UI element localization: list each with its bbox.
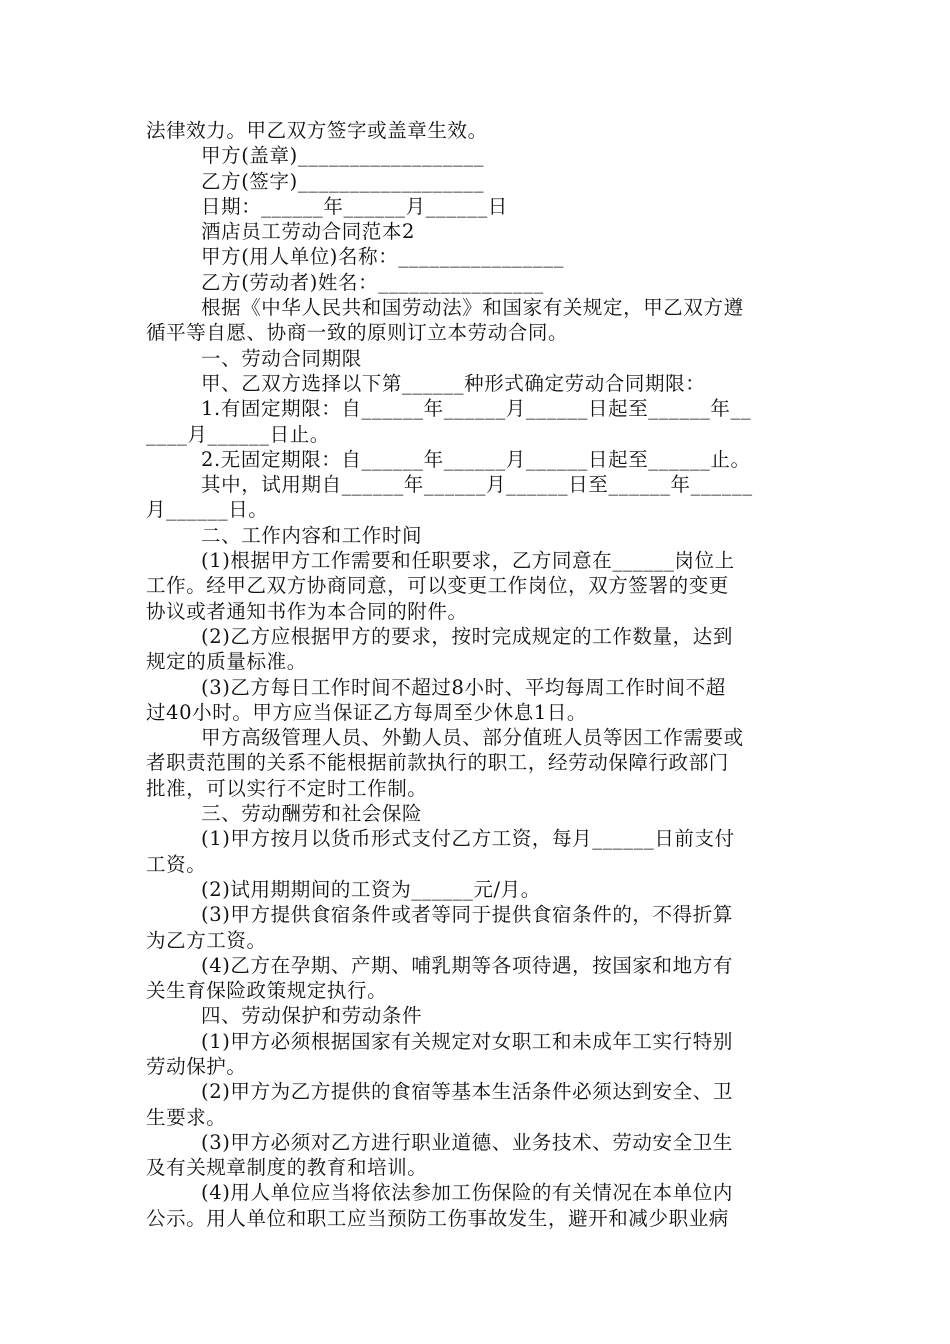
text-line: (3)甲方必须对乙方进行职业道德、业务技术、劳动安全卫生 <box>201 1130 733 1154</box>
text-line: 日期：______年______月______日 <box>201 194 508 218</box>
text-line: 1.有固定期限：自______年______月______日起至______年__ <box>201 397 752 421</box>
text-line: ____月______日止。 <box>146 422 330 446</box>
text-line: 其中，试用期自______年______月______日至______年______ <box>201 473 753 497</box>
text-line: (2)乙方应根据甲方的要求，按时完成规定的工作数量，达到 <box>201 624 733 648</box>
text-line: 2.无固定期限：自______年______月______日起至______止。 <box>201 447 751 471</box>
text-line: 者职责范围的关系不能根据前款执行的职工，经劳动保障行政部门 <box>146 751 729 775</box>
text-line: 规定的质量标准。 <box>146 650 307 674</box>
text-line: 月______日。 <box>146 498 269 522</box>
text-line: 乙方(签字)__________________ <box>201 169 485 193</box>
text-line: 劳动保护。 <box>146 1054 247 1078</box>
text-line: 甲方高级管理人员、外勤人员、部分值班人员等因工作需要或 <box>201 726 744 750</box>
text-line: 协议或者通知书作为本合同的附件。 <box>146 599 468 623</box>
text-line: 生要求。 <box>146 1105 227 1129</box>
text-line: (2)试用期期间的工资为______元/月。 <box>201 877 541 901</box>
text-line: 根据《中华人民共和国劳动法》和国家有关规定，甲乙双方遵 <box>201 296 744 320</box>
text-line: 甲方(盖章)__________________ <box>201 144 485 168</box>
text-line: 工资。 <box>146 852 207 876</box>
text-line: (1)甲方按月以货币形式支付乙方工资，每月______日前支付 <box>201 827 735 851</box>
text-line: 工作。经甲乙双方协商同意，可以变更工作岗位，双方签署的变更 <box>146 574 729 598</box>
text-line: 甲方(用人单位)名称：________________ <box>201 245 564 269</box>
text-line: 三、劳动酬劳和社会保险 <box>201 802 423 826</box>
text-line: 为乙方工资。 <box>146 928 267 952</box>
text-line: 一、劳动合同期限 <box>201 346 362 370</box>
text-line: 批准，可以实行不定时工作制。 <box>146 776 428 800</box>
text-line: (1)甲方必须根据国家有关规定对女职工和未成年工实行特别 <box>201 1029 733 1053</box>
text-line: (4)乙方在孕期、产期、哺乳期等各项待遇，按国家和地方有 <box>201 953 733 977</box>
text-line: (3)乙方每日工作时间不超过8小时、平均每周工作时间不超 <box>201 675 726 699</box>
text-line: 及有关规章制度的教育和培训。 <box>146 1156 428 1180</box>
text-line: 酒店员工劳动合同范本2 <box>201 220 416 244</box>
text-line: (4)用人单位应当将依法参加工伤保险的有关情况在本单位内 <box>201 1181 733 1205</box>
text-line: 四、劳动保护和劳动条件 <box>201 1004 423 1028</box>
text-line: (1)根据甲方工作需要和任职要求，乙方同意在______岗位上 <box>201 549 735 573</box>
text-line: 乙方(劳动者)姓名：________________ <box>201 270 544 294</box>
text-line: 过40小时。甲方应当保证乙方每周至少休息1日。 <box>146 700 588 724</box>
text-line: 关生育保险政策规定执行。 <box>146 979 388 1003</box>
text-line: (3)甲方提供食宿条件或者等同于提供食宿条件的，不得折算 <box>201 903 733 927</box>
text-line: 公示。用人单位和职工应当预防工伤事故发生，避开和减少职业病 <box>146 1206 729 1230</box>
text-line: 甲、乙双方选择以下第______种形式确定劳动合同期限： <box>201 371 706 395</box>
text-line: 法律效力。甲乙双方签字或盖章生效。 <box>146 119 488 142</box>
text-line: 二、工作内容和工作时间 <box>201 523 423 547</box>
text-line: 循平等自愿、协商一致的原则订立本劳动合同。 <box>146 321 569 345</box>
text-line: (2)甲方为乙方提供的食宿等基本生活条件必须达到安全、卫 <box>201 1080 733 1104</box>
document-body <box>146 118 806 1231</box>
